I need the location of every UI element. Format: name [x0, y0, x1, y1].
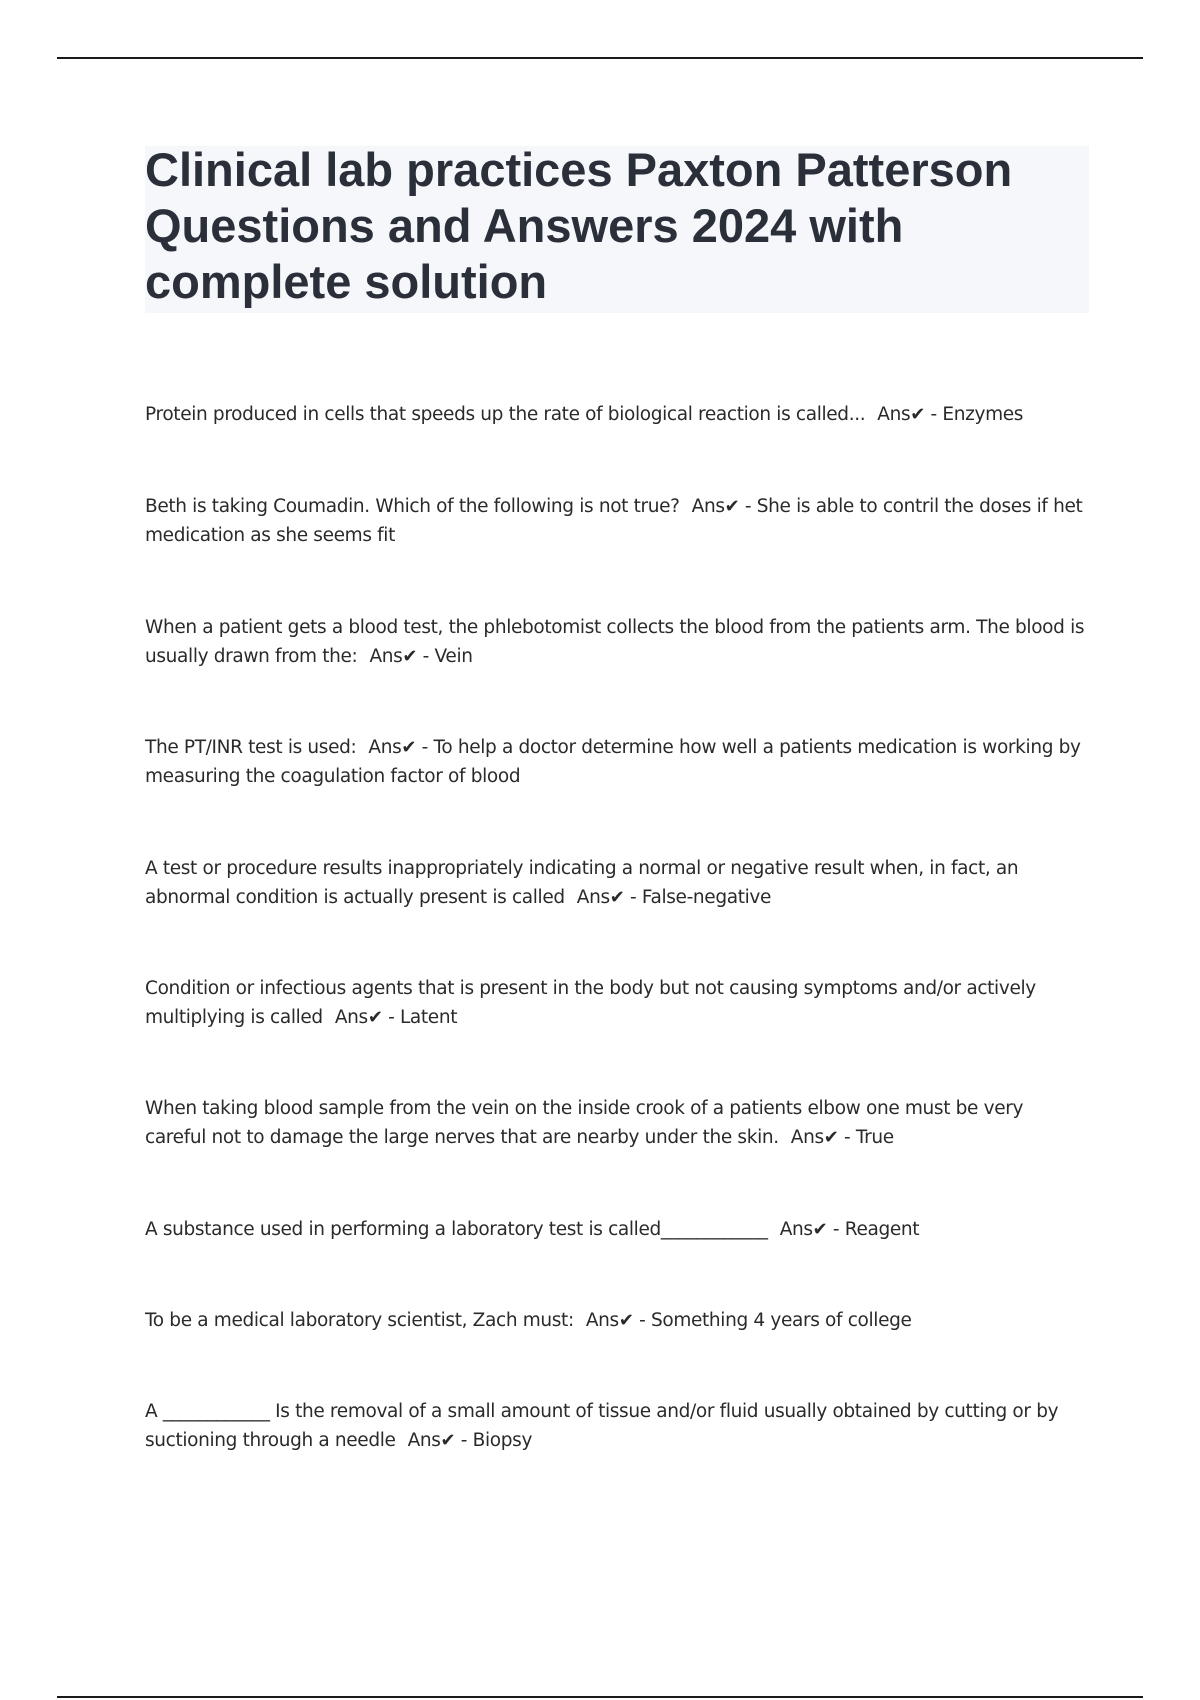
- document-title: Clinical lab practices Paxton Patterson Questions and Answers 2024 with complete solution: [145, 143, 1013, 308]
- qa-item-3: [145, 613, 1085, 671]
- answer-label: Ans: [585, 1310, 619, 1331]
- question-text: Condition or infectious agents that is present in the body but not causing symptoms and/or actively multiplying is called: [145, 978, 1036, 1028]
- question-text: Protein produced in cells that speeds up the rate of biological reaction is called...: [145, 404, 866, 425]
- answer-label: Ans: [334, 1007, 368, 1028]
- qa-item-1: [145, 400, 1085, 429]
- answer-label: Ans: [407, 1430, 441, 1451]
- answer-separator: -: [925, 404, 943, 425]
- qa-item-6: [145, 974, 1085, 1032]
- answer-label: Ans: [576, 887, 610, 908]
- answer-label: Ans: [369, 646, 403, 667]
- answer-text: To help a doctor determine how well a patients medication is working by measuring the coagulation factor of blood: [145, 737, 1081, 787]
- answer-text: True: [855, 1127, 894, 1148]
- answer-text: Latent: [399, 1007, 458, 1028]
- answer-separator: -: [455, 1430, 473, 1451]
- checkmark-icon: ✔: [609, 887, 625, 908]
- qa-item-10: [145, 1397, 1085, 1455]
- question-text: When taking blood sample from the vein on the inside crook of a patients elbow one must be very careful not to damage the large nerves that are nearby under the skin.: [145, 1098, 1024, 1148]
- answer-label: Ans: [368, 737, 402, 758]
- checkmark-icon: ✔: [402, 646, 418, 667]
- answer-text: Biopsy: [472, 1430, 533, 1451]
- checkmark-icon: ✔: [401, 737, 417, 758]
- answer-separator: -: [633, 1310, 651, 1331]
- answer-text: She is able to contril the doses if het medication as she seems fit: [145, 496, 1083, 546]
- answer-separator: -: [382, 1007, 400, 1028]
- answer-label: Ans: [790, 1127, 824, 1148]
- qa-item-8: [145, 1215, 1085, 1244]
- answer-label: Ans: [779, 1219, 813, 1240]
- qa-item-2: [145, 492, 1085, 550]
- answer-text: Vein: [434, 646, 473, 667]
- answer-text: Enzymes: [942, 404, 1024, 425]
- answer-label: Ans: [877, 404, 911, 425]
- top-rule: [57, 57, 1143, 59]
- answer-separator: -: [416, 737, 434, 758]
- checkmark-icon: ✔: [724, 496, 740, 517]
- checkmark-icon: ✔: [823, 1127, 839, 1148]
- question-text: A ____________ Is the removal of a small amount of tissue and/or fluid usually obtained by cutting or by suctioning through a needle: [145, 1401, 1059, 1451]
- answer-text: Reagent: [844, 1219, 920, 1240]
- question-text: When a patient gets a blood test, the phlebotomist collects the blood from the patients arm. The blood is usually drawn from the:: [145, 617, 1085, 667]
- qa-item-9: [145, 1306, 1085, 1335]
- qa-item-5: [145, 854, 1085, 912]
- checkmark-icon: ✔: [910, 404, 926, 425]
- answer-separator: -: [624, 887, 642, 908]
- answer-text: Something 4 years of college: [650, 1310, 912, 1331]
- answer-separator: -: [417, 646, 435, 667]
- question-text: A test or procedure results inappropriately indicating a normal or negative result when, in fact, an abnormal condition is actually present is called: [145, 858, 1019, 908]
- question-text: Beth is taking Coumadin. Which of the following is not true?: [145, 496, 680, 517]
- qa-item-4: [145, 733, 1085, 791]
- answer-separator: -: [838, 1127, 856, 1148]
- question-text: To be a medical laboratory scientist, Zach must:: [145, 1310, 574, 1331]
- checkmark-icon: ✔: [367, 1007, 383, 1028]
- bottom-rule: [57, 1696, 1143, 1698]
- answer-label: Ans: [691, 496, 725, 517]
- question-text: The PT/INR test is used:: [145, 737, 357, 758]
- qa-item-7: [145, 1094, 1085, 1152]
- answer-separator: -: [827, 1219, 845, 1240]
- question-text: A substance used in performing a laboratory test is called____________: [145, 1219, 768, 1240]
- checkmark-icon: ✔: [440, 1430, 456, 1451]
- answer-text: False-negative: [641, 887, 772, 908]
- answer-separator: -: [739, 496, 757, 517]
- checkmark-icon: ✔: [618, 1310, 634, 1331]
- checkmark-icon: ✔: [812, 1219, 828, 1240]
